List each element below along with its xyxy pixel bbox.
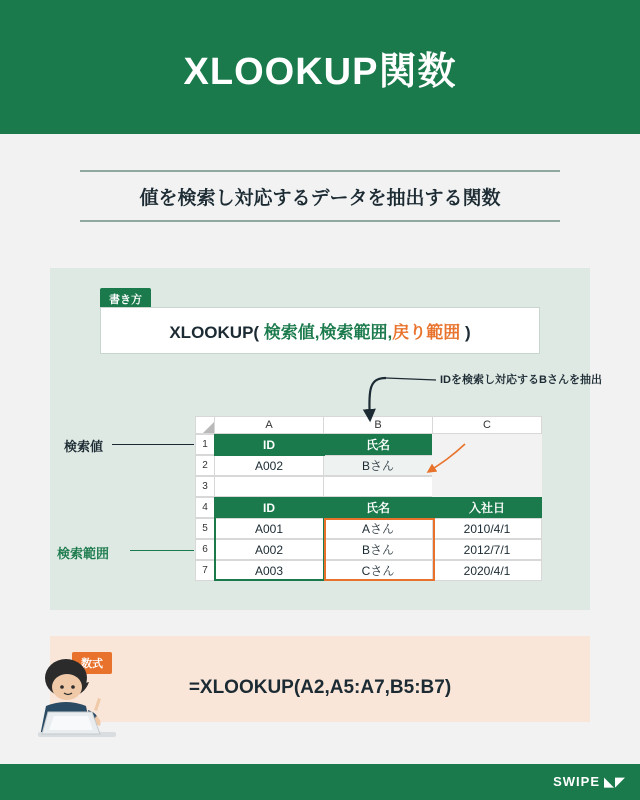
cell-c4[interactable]: 入社日 — [432, 497, 542, 518]
table-row — [195, 497, 543, 518]
cell-b4[interactable]: 氏名 — [323, 497, 433, 518]
table-row — [195, 518, 543, 539]
label-search-range: 検索範囲 — [57, 546, 110, 561]
cell-a5[interactable]: A001 — [214, 518, 324, 539]
cell-c6[interactable]: 2012/7/1 — [432, 539, 542, 560]
cell-a1[interactable]: ID — [214, 434, 324, 455]
formula-panel — [50, 636, 590, 722]
formula-tag: 数式 — [72, 652, 112, 674]
cell-c3[interactable] — [432, 476, 542, 497]
page-title: XLOOKUP関数 — [183, 50, 457, 93]
cell-b3[interactable] — [323, 476, 433, 497]
swipe-label — [553, 774, 626, 790]
column-header-row — [195, 416, 543, 434]
row-header-1[interactable]: 1 — [195, 434, 215, 455]
sheet-corner[interactable] — [195, 416, 215, 434]
table-row — [195, 476, 543, 497]
cell-a2[interactable]: A002 — [214, 455, 324, 476]
table-row — [195, 434, 543, 455]
row-header-5[interactable]: 5 — [195, 518, 215, 539]
header-banner — [0, 0, 640, 134]
table-row — [195, 539, 543, 560]
annotation-leader-line — [386, 378, 436, 380]
annotation-text: IDを検索し対応するBさんを抽出 — [440, 374, 602, 386]
cell-a7[interactable]: A003 — [214, 560, 324, 581]
table-row — [195, 455, 543, 476]
cell-b5[interactable]: Aさん — [323, 518, 433, 539]
swipe-arrow-icon: ◣◤ — [604, 774, 626, 789]
cell-a4[interactable]: ID — [214, 497, 324, 518]
row-header-6[interactable]: 6 — [195, 539, 215, 560]
cell-b1[interactable]: 氏名 — [323, 434, 433, 455]
column-header-a[interactable]: A — [214, 416, 324, 434]
formula-text: =XLOOKUP(A2,A5:A7,B5:B7) — [188, 677, 452, 698]
cell-a6[interactable]: A002 — [214, 539, 324, 560]
column-header-b[interactable]: B — [323, 416, 433, 434]
swipe-text: SWIPE — [553, 774, 600, 789]
cell-c2[interactable] — [432, 455, 542, 476]
row-header-4[interactable]: 4 — [195, 497, 215, 518]
cell-c1[interactable] — [432, 434, 542, 455]
row-header-2[interactable]: 2 — [195, 455, 215, 476]
cell-b2[interactable]: Bさん — [323, 455, 433, 476]
subtitle-text: 値を検索し対応するデータを抽出する関数 — [139, 188, 501, 209]
leader-search-value — [112, 444, 194, 445]
cell-a3[interactable] — [214, 476, 324, 497]
row-header-7[interactable]: 7 — [195, 560, 215, 581]
subtitle-rule-bottom — [80, 220, 560, 222]
cell-b7[interactable]: Cさん — [323, 560, 433, 581]
syntax-box — [100, 307, 540, 354]
arrow-to-result — [369, 378, 386, 420]
syntax-text — [169, 318, 470, 343]
syntax-arg-return-array: 戻り範囲 — [392, 323, 461, 342]
footer-bar — [0, 764, 640, 800]
syntax-arg-lookup-array: 検索範囲, — [319, 323, 393, 342]
label-search-value: 検索値 — [64, 439, 104, 454]
leader-search-range — [130, 550, 194, 551]
cell-c5[interactable]: 2010/4/1 — [432, 518, 542, 539]
syntax-tag: 書き方 — [100, 288, 151, 310]
syntax-prefix: XLOOKUP( — [169, 323, 264, 342]
cell-b6[interactable]: Bさん — [323, 539, 433, 560]
subtitle-block — [80, 170, 560, 222]
row-header-3[interactable]: 3 — [195, 476, 215, 497]
person-illustration — [18, 654, 128, 764]
table-row — [195, 560, 543, 581]
spreadsheet — [195, 416, 543, 581]
syntax-suffix: ) — [460, 323, 471, 342]
cell-c7[interactable]: 2020/4/1 — [432, 560, 542, 581]
column-header-c[interactable]: C — [432, 416, 542, 434]
syntax-arg-lookup-value: 検索値, — [263, 323, 320, 342]
diagram-panel — [50, 268, 602, 610]
